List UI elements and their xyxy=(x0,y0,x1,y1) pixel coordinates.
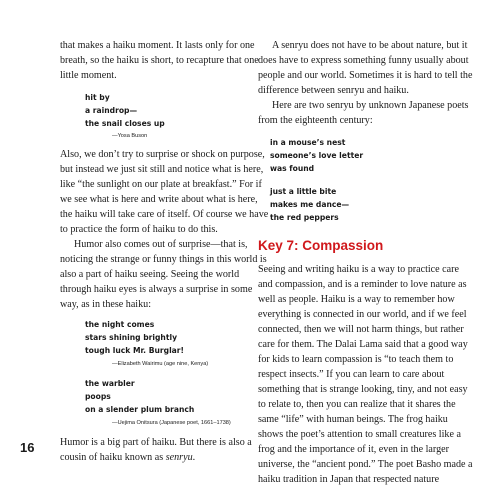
poem-line: just a little bite xyxy=(270,187,337,196)
poem-line: in a mouse’s nest xyxy=(270,138,346,147)
poem-line: makes me dance— xyxy=(270,200,350,209)
paragraph: A senryu does not have to be about nature, but it does have to express something funny usually about people and our world. Sometimes it is hard to tell the difference between senryu and haiku. xyxy=(258,40,473,96)
haiku-poem xyxy=(85,91,272,130)
poem-line: on a slender plum branch xyxy=(85,405,195,414)
paragraph: Here are two senryu by unknown Japanese poets from the eighteenth century: xyxy=(258,100,469,126)
section-heading: Key 7: Compassion xyxy=(258,238,384,253)
poem-line: the snail closes up xyxy=(85,119,165,128)
paragraph xyxy=(60,435,272,465)
poem-line: was found xyxy=(270,164,315,173)
poem-line: the red peppers xyxy=(270,213,339,222)
poem-line: poops xyxy=(85,392,111,401)
paragraph-text: . xyxy=(192,452,196,463)
paragraph: Seeing and writing haiku is a way to practice care and compassion, and is a reminder to love nature as well as people. Haiku is a way to remember how everything is connected in our world, and if we feel connected, then we will not harm things, but rather care for them. The Dalai Lama said that a good way for kids to learn compassion is “to teach them to respect insects.” If you can learn to care about something that is strange looking, tiny, and not easy to relate to, then you can realize that it shares the same “life” with human beings. The frog haiku shows the poet’s attention to small creatures like a frog and the importance of it, even in the larger universe, the “ancient pond.” The poet Basho made a haiku tradition in Japan that respected nature xyxy=(258,264,473,485)
senryu-poem xyxy=(270,136,473,175)
page-number: 16 xyxy=(20,440,35,455)
paragraph: that makes a haiku moment. It lasts only for one breath, so the haiku is short, to recapture that one little moment. xyxy=(60,40,259,81)
poem-attribution: —Yosa Buson xyxy=(112,133,148,139)
haiku-poem xyxy=(85,377,272,416)
poem-line: tough luck Mr. Burglar! xyxy=(85,346,184,355)
poem-line: the night comes xyxy=(85,320,155,329)
poem-line: hit by xyxy=(85,93,110,102)
senryu-poem xyxy=(270,185,473,224)
poem-attribution: —Elizabeth Wairimu (age nine, Kenya) xyxy=(112,361,209,367)
right-column xyxy=(258,38,473,487)
poem-line: stars shining brightly xyxy=(85,333,178,342)
poem-attribution: —Uejima Onitsura (Japanese poet, 1661–1738) xyxy=(112,420,231,426)
poem-line: someone’s love letter xyxy=(270,151,364,160)
poem-line: a raindrop— xyxy=(85,106,138,115)
paragraph: Humor also comes out of surprise—that is, noticing the strange or funny things in this world is also a part of haiku seeing. Seeing the world through haiku eyes is always a surprise in some way, as in these haiku: xyxy=(60,239,267,310)
paragraph: Also, we don’t try to surprise or shock on purpose, but instead we just sit still and notice what is here, like “the sunlight on our plate at breakfast.” For if we see what is here and write about what is here, the haiku will take care of itself. Of course we have to practice the form of haiku to do this. xyxy=(60,149,269,235)
left-column xyxy=(60,38,272,465)
haiku-poem xyxy=(85,318,272,357)
poem-line: the warbler xyxy=(85,379,135,388)
paragraph-text: Humor is a big part of haiku. But there is also a cousin of haiku known as xyxy=(60,437,252,463)
senryu-term: senryu xyxy=(165,452,193,463)
